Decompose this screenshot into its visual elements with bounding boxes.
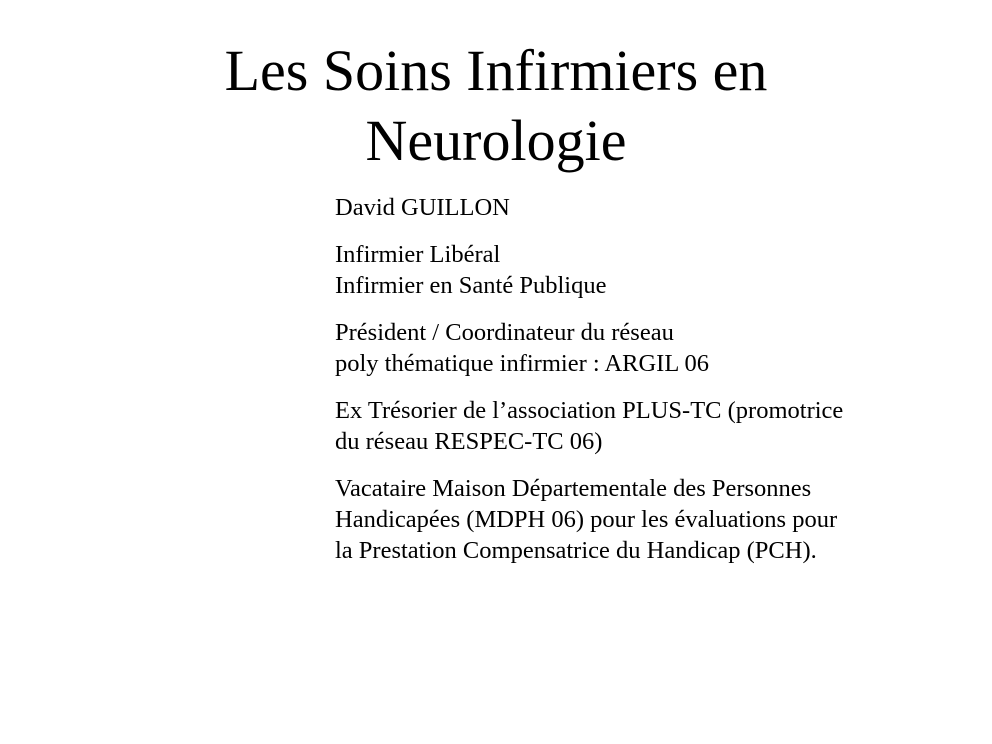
role-4-line-2: Handicapées (MDPH 06) pour les évaluations pour [335,506,838,533]
role-3-line-1: Ex Trésorier de l’association PLUS-TC (promotrice [335,397,844,424]
title-line-1: Les Soins Infirmiers en [224,38,768,103]
author-name-text: David GUILLON [335,194,510,221]
role-3-line-2: du réseau RESPEC-TC 06) [335,428,603,455]
role-4-line-1: Vacataire Maison Départementale des Personnes [335,475,812,502]
role-paragraph-1 [335,239,975,301]
role-1-line-1: Infirmier Libéral [335,241,501,268]
role-2-line-2: poly thématique infirmier : ARGIL 06 [335,350,710,377]
author-name [335,192,975,223]
role-paragraph-2 [335,317,975,379]
role-paragraph-3 [335,395,975,457]
role-4-line-3: la Prestation Compensatrice du Handicap (PCH). [335,537,817,564]
role-paragraph-4 [335,473,975,566]
title-line-2: Neurologie [365,108,627,173]
role-2-line-1: Président / Coordinateur du réseau [335,319,674,346]
slide-body [335,192,975,582]
role-1-line-2: Infirmier en Santé Publique [335,272,607,299]
slide-title [0,36,992,176]
